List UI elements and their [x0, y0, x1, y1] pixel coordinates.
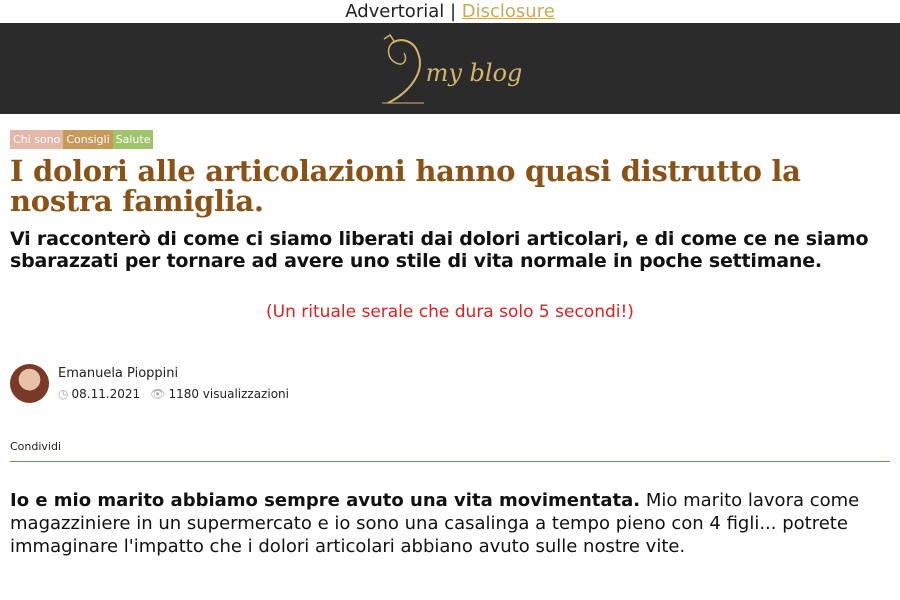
divider [10, 461, 890, 462]
article-title: I dolori alle articolazioni hanno quasi distrutto la nostra famiglia. [10, 154, 801, 218]
site-header [0, 23, 900, 114]
view-count: 1180 visualizzazioni [168, 387, 289, 401]
eye-icon: 👁 [150, 387, 166, 401]
logo-text: my blog [425, 58, 523, 87]
intro-paragraph [10, 489, 890, 558]
article [0, 130, 900, 558]
clock-icon: ◷ [58, 387, 69, 401]
disclosure-link[interactable]: Disclosure [461, 1, 555, 22]
share-label[interactable]: Condividi [10, 440, 62, 453]
advertorial-bar [0, 0, 900, 23]
author-avatar [10, 364, 49, 403]
tag-salute[interactable]: Salute [113, 130, 154, 149]
intro-bold: Io e mio marito abbiamo sempre avuto una vita movimentata. [10, 490, 641, 511]
site-logo[interactable] [378, 33, 523, 105]
article-subtitle: Vi racconterò di come ci siamo liberati dai dolori articolari, e di come ce ne siamo sbarazzati per tornare ad avere uno stile di vita normale in poche settimane. [10, 228, 869, 272]
tag-chi-sono[interactable]: Chi sono [10, 130, 63, 149]
publish-date: 08.11.2021 [71, 387, 141, 401]
article-meta [58, 387, 289, 401]
advertorial-label: Advertorial | [345, 1, 457, 22]
tag-consigli[interactable]: Consigli [63, 130, 112, 149]
author-name: Emanuela Pioppini [58, 366, 179, 381]
ritual-highlight: (Un rituale serale che dura solo 5 secondi!) [266, 302, 634, 322]
author-block [10, 364, 890, 403]
tag-list [10, 130, 890, 149]
flower-logo-icon [378, 33, 430, 105]
intro-text: Mio marito lavora come magazziniere in un supermercato e io sono una casalinga a tempo pieno con 4 figli... potrete immaginare l'impatto che i dolori articolari abbiano avuto sulle nostre vite. [10, 490, 860, 557]
